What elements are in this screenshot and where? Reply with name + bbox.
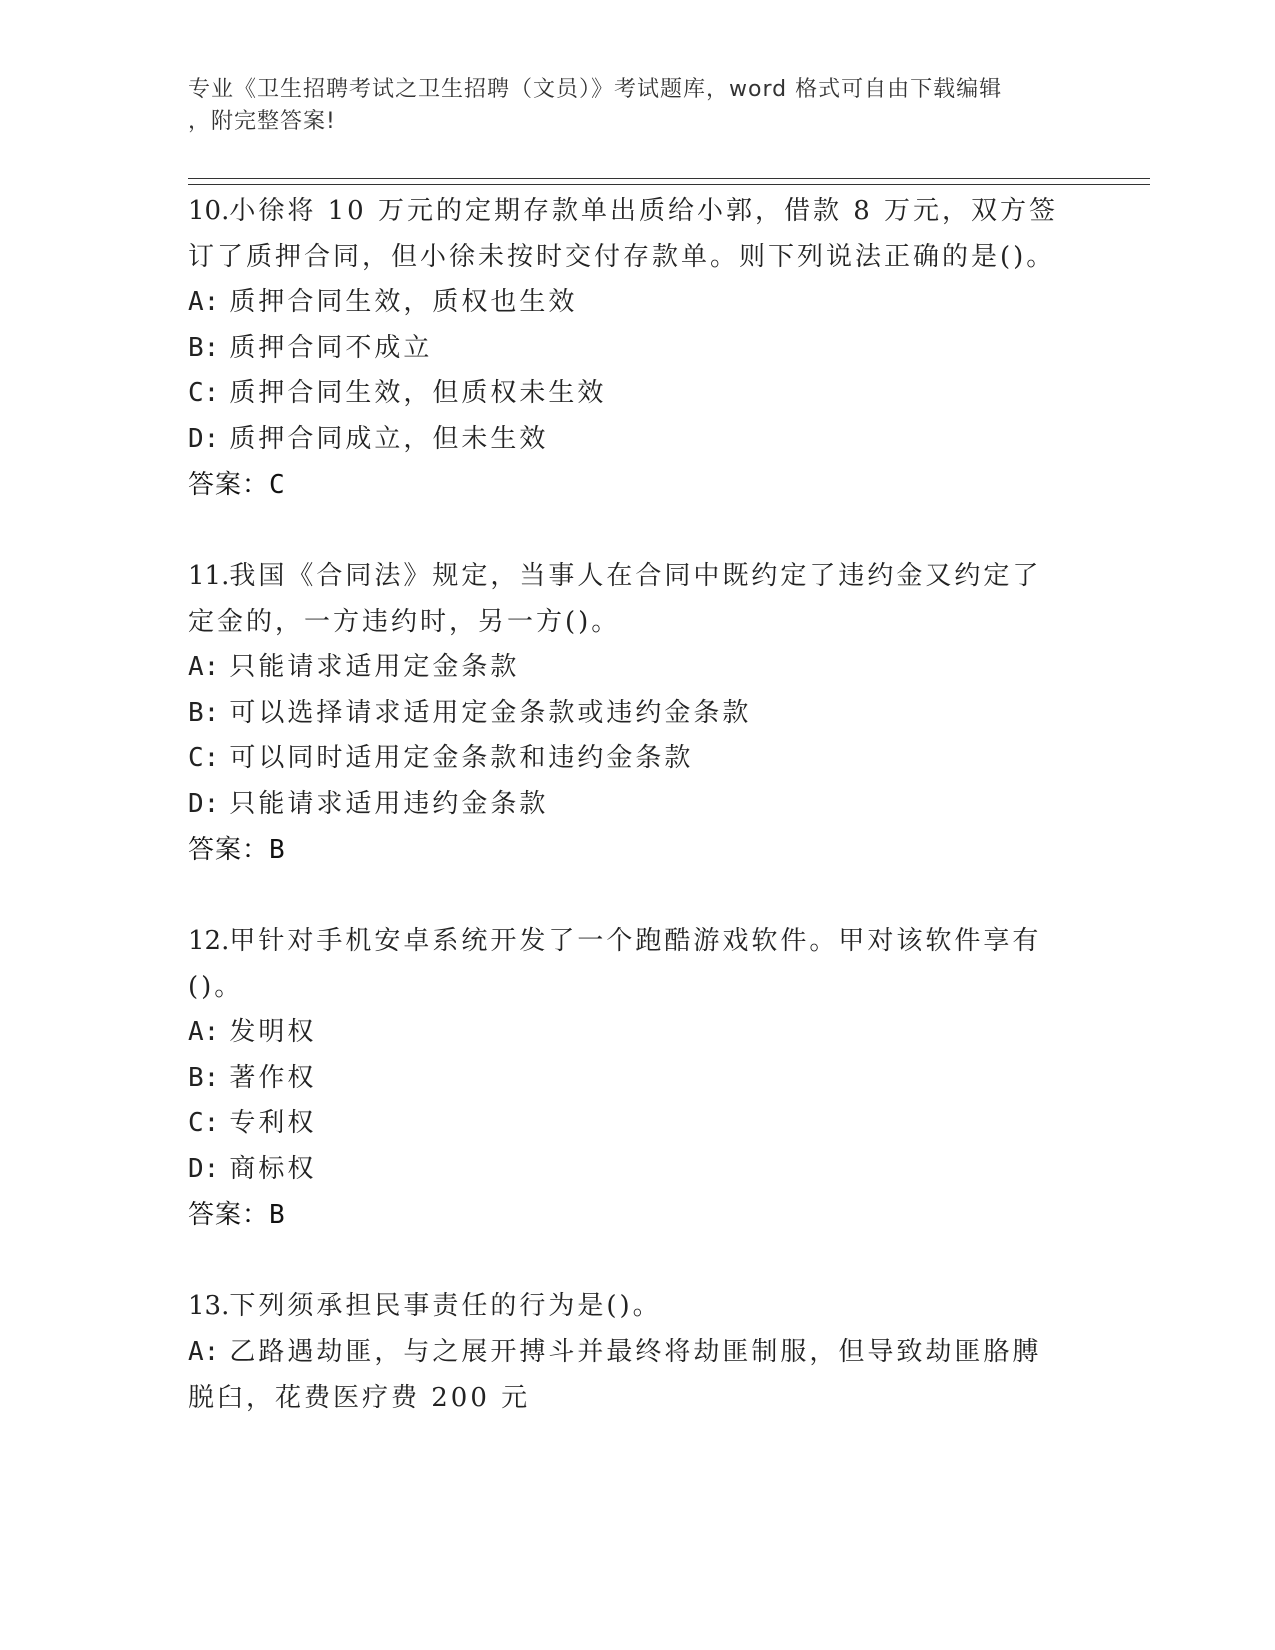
question-text: [188, 918, 1068, 1010]
question-stem: 小徐将 10 万元的定期存款单出质给小郭，借款 8 万元，双方签订了质押合同，但小徐未按时交付存款单。则下列说法正确的是()。: [188, 196, 1059, 272]
document-header: [188, 74, 1068, 138]
option-key: B:: [188, 697, 220, 728]
option-text: 著作权: [229, 1062, 317, 1093]
option-a: [188, 280, 1088, 326]
answer-label: 答案：: [188, 1200, 270, 1230]
option-text: 质押合同生效，但质权未生效: [229, 378, 607, 408]
option-text: 只能请求适用定金条款: [229, 652, 520, 682]
option-d: [188, 417, 1088, 463]
option-text: 可以同时适用定金条款和违约金条款: [229, 743, 694, 773]
option-c: [188, 371, 1088, 417]
option-text: 乙路遇劫匪，与之展开搏斗并最终将劫匪制服，但导致劫匪胳膊脱臼，花费医疗费 200 元: [188, 1337, 1042, 1413]
answer-value: C: [269, 470, 286, 500]
option-a: [188, 1329, 1068, 1421]
answer-line: [188, 1192, 1088, 1238]
question-number: 13.: [188, 1291, 230, 1321]
option-key: A:: [188, 1337, 220, 1367]
option-a: [188, 645, 1088, 691]
option-b: [188, 1056, 1088, 1102]
answer-label: 答案：: [188, 470, 270, 500]
option-text: 只能请求适用违约金条款: [229, 788, 549, 819]
option-key: D:: [188, 788, 220, 819]
option-key: A:: [188, 1017, 220, 1047]
option-b: [188, 326, 1088, 372]
question-stem: 甲针对手机安卓系统开发了一个跑酷游戏软件。甲对该软件享有()。: [188, 926, 1042, 1002]
question-number: 10.: [188, 196, 230, 226]
question-stem: 下列须承担民事责任的行为是()。: [229, 1291, 662, 1321]
option-b: [188, 691, 1088, 737]
question-text: [188, 553, 1068, 645]
option-text: 质押合同不成立: [229, 332, 433, 363]
question-12: [188, 918, 1088, 1238]
option-c: [188, 1101, 1088, 1147]
option-c: [188, 736, 1088, 782]
question-10: [188, 188, 1088, 508]
option-text: 可以选择请求适用定金条款或违约金条款: [229, 697, 752, 728]
answer-label: 答案：: [188, 835, 270, 865]
option-key: C:: [188, 378, 220, 408]
option-key: D:: [188, 423, 220, 454]
option-text: 质押合同成立，但未生效: [229, 423, 549, 454]
header-divider-top: [188, 178, 1150, 179]
question-11: [188, 553, 1088, 873]
question-text: [188, 188, 1068, 280]
question-text: [188, 1283, 1068, 1329]
option-text: 商标权: [229, 1153, 317, 1184]
header-line-1: 专业《卫生招聘考试之卫生招聘（文员）》考试题库，word 格式可自由下载编辑: [188, 77, 1003, 102]
option-key: C:: [188, 743, 220, 773]
option-key: D:: [188, 1153, 220, 1184]
option-text: 质押合同生效，质权也生效: [229, 287, 578, 317]
option-key: B:: [188, 332, 220, 363]
question-number: 11.: [188, 561, 230, 591]
answer-line: [188, 462, 1088, 508]
question-number: 12.: [188, 926, 230, 956]
option-key: C:: [188, 1108, 220, 1138]
question-list: [188, 188, 1088, 1466]
option-d: [188, 1147, 1088, 1193]
option-key: A:: [188, 652, 220, 682]
option-text: 专利权: [229, 1108, 317, 1138]
answer-line: [188, 827, 1088, 873]
question-13: [188, 1283, 1088, 1421]
option-a: [188, 1010, 1088, 1056]
option-text: 发明权: [229, 1017, 317, 1047]
option-key: B:: [188, 1062, 220, 1093]
option-d: [188, 782, 1088, 828]
answer-value: B: [269, 1200, 286, 1230]
option-key: A:: [188, 287, 220, 317]
answer-value: B: [269, 835, 286, 865]
question-stem: 我国《合同法》规定，当事人在合同中既约定了违约金又约定了定金的，一方违约时，另一方()。: [188, 561, 1042, 637]
header-line-2: ，附完整答案!: [188, 109, 336, 134]
header-divider-bottom: [188, 184, 1150, 185]
